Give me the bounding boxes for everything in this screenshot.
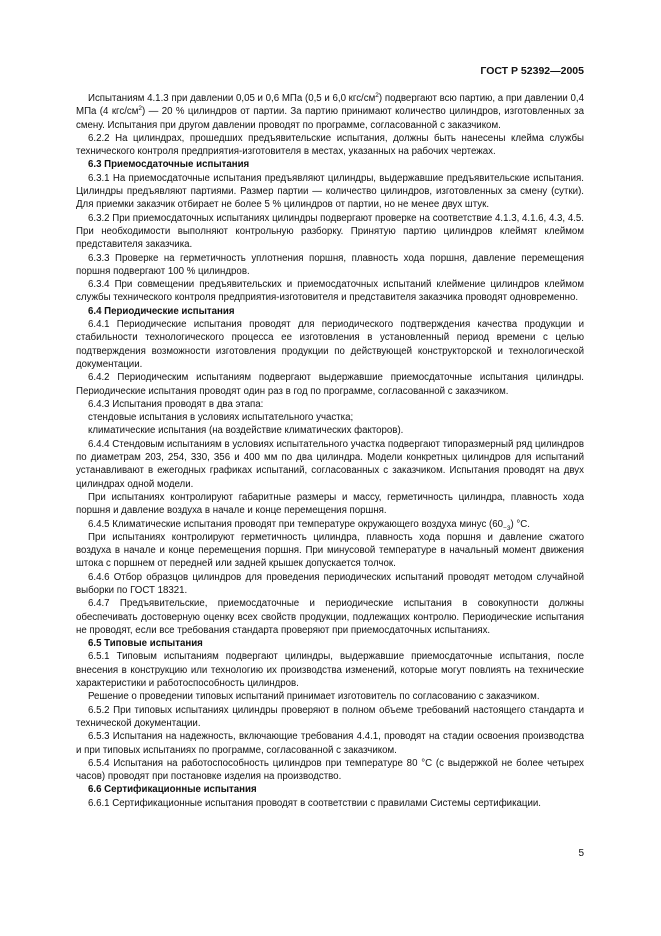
paragraph-6-4-5-b: При испытаниях контролируют герметичность цилиндра, плавность хода поршня и давление сжатого воздуха в начале и конце перемещения поршня. При минусовой температуре в начальный момент движения штока с поршнем от передней или задней крышек допускается толчок. (76, 531, 584, 570)
paragraph-6-4-7: 6.4.7 Предъявительские, приемосдаточные и периодические испытания в совокупности должны обеспечивать достоверную оценку всех свойств продукции, подлежащих контролю. Периодические испытания не проводят, если все требования стандарта проверяют при приемосдаточных испытаниях. (76, 598, 584, 636)
document-header: ГОСТ Р 52392—2005 (480, 65, 584, 77)
text-run: 6.4.5 Климатические испытания проводят при температуре окружающего воздуха минус (60 (88, 518, 504, 530)
list-item-stage-2: климатические испытания (на воздействие климатических факторов). (88, 425, 404, 437)
paragraph-6-3-4: 6.3.4 При совмещении предъявительских и приемосдаточных испытаний клеймение цилиндров клеймом службы технического контроля предприятия-изготовителя и представителя заказчика проводят одновременно. (76, 279, 584, 304)
paragraph-6-2-1 (76, 92, 584, 132)
paragraph-6-4-3: 6.4.3 Испытания проводят в два этапа: (88, 398, 264, 410)
superscript: 2 (138, 105, 143, 113)
paragraph-6-2-2: 6.2.2 На цилиндрах, прошедших предъявительские испытания, должны быть нанесены клейма службы технического контроля предприятия-изготовителя в местах, указанных на рабочих чертежах. (76, 132, 584, 158)
paragraph-6-5-1-b: Решение о проведении типовых испытаний принимает изготовитель по согласованию с заказчиком. (88, 691, 540, 703)
paragraph-6-6-1: 6.6.1 Сертификационные испытания проводят в соответствии с правилами Системы сертификации. (88, 797, 541, 809)
list-item-stage-1: стендовые испытания в условиях испытательного участка; (88, 412, 354, 424)
page-number: 5 (578, 848, 584, 859)
paragraph-6-3-1: 6.3.1 На приемосдаточные испытания предъявляют цилиндры, выдержавшие предъявительские испытания. Цилиндры предъявляют партиями. Размер партии — количество цилиндров, изготовленных за смену (сутки). Для приемки заказчик отбирает не более 5 % цилиндров от партии, но не менее двух штук. (76, 172, 584, 211)
section-heading-6-3: 6.3 Приемосдаточные испытания (88, 159, 250, 171)
paragraph-6-5-1: 6.5.1 Типовым испытаниям подвергают цилиндры, выдержавшие приемосдаточные испытания, после внесения в конструкцию или технологию их производства изменений, которые могут повлиять на технические характеристики и работоспособность цилиндров. (76, 651, 584, 690)
subscript: −3 (503, 524, 511, 532)
paragraph-6-4-2: 6.4.2 Периодическим испытаниям подвергают выдержавшие приемосдаточные испытания цилиндры. Периодические испытания проводят один раз в год по программе, согласованной с заказчиком. (76, 372, 584, 397)
text-run: ) °С. (510, 518, 530, 530)
document-body (76, 92, 584, 810)
section-heading-6-5: 6.5 Типовые испытания (88, 638, 203, 650)
paragraph-6-5-3: 6.5.3 Испытания на надежность, включающие требования 4.4.1, проводят на стадии освоения производства и при типовых испытаниях по программе, согласованной с заказчиком. (76, 731, 584, 756)
section-heading-6-6: 6.6 Сертификационные испытания (88, 784, 257, 796)
paragraph-6-4-6: 6.4.6 Отбор образцов цилиндров для проведения периодических испытаний проводят методом случайной выборки по ГОСТ 18321. (76, 571, 584, 596)
superscript: 2 (375, 91, 379, 99)
paragraph-6-5-2: 6.5.2 При типовых испытаниях цилиндры проверяют в полном объеме требований настоящего стандарта и технической документации. (76, 704, 584, 729)
paragraph-6-3-3: 6.3.3 Проверке на герметичность уплотнения поршня, плавность хода поршня, давление перемещения поршня подвергают 100 % цилиндров. (76, 252, 584, 277)
text-run: Испытаниям 4.1.3 при давлении 0,05 и 0,6 МПа (0,5 и 6,0 кгс/см (88, 93, 376, 104)
paragraph-6-4-4: 6.4.4 Стендовым испытаниям в условиях испытательного участка подвергают типоразмерный ряд цилиндров по диаметрам 203, 254, 330, 356 и 400 мм по два цилиндра. Модели конкретных цилиндров для испытаний устанавливают в ежегодных графиках испытаний, согласованных с заказчиком. Испытания проводят на двух цилиндрах одной модели. (76, 438, 584, 490)
text-run: ) — 20 % цилиндров от партии. За партию принимают количество цилиндров, изготовленных за смену. Испытания при другом давлении проводят по программе, согласованной с заказчиком. (76, 106, 584, 131)
paragraph-6-5-4: 6.5.4 Испытания на работоспособность цилиндров при температуре 80 °С (с выдержкой не более четырех часов) проводят при постановке изделия на производство. (76, 757, 584, 783)
paragraph-6-4-5 (76, 518, 584, 531)
paragraph-6-4-4-b: При испытаниях контролируют габаритные размеры и массу, герметичность цилиндра, плавность хода поршня и давление воздуха в начале и конце перемещения поршня. (76, 491, 584, 517)
section-heading-6-4: 6.4 Периодические испытания (88, 305, 235, 317)
paragraph-6-3-2: 6.3.2 При приемосдаточных испытаниях цилиндры подвергают проверке на соответствие 4.1.3, 4.1.6, 4.3, 4.5. При необходимости выполняют контрольную разборку. Принятую партию цилиндров клеймят клеймом представителя заказчика. (76, 212, 584, 251)
text-run: ) подвергают всю партию, а при давлении 0,4 МПа (4 кгс/см (76, 93, 584, 118)
paragraph-6-4-1: 6.4.1 Периодические испытания проводят для периодического подтверждения качества продукции и стабильности технологического процесса ее изготовления в установленный период времени с целью подтверждения возможности изготовления продукции по действующей конструкторской и технологической документации. (76, 319, 584, 370)
